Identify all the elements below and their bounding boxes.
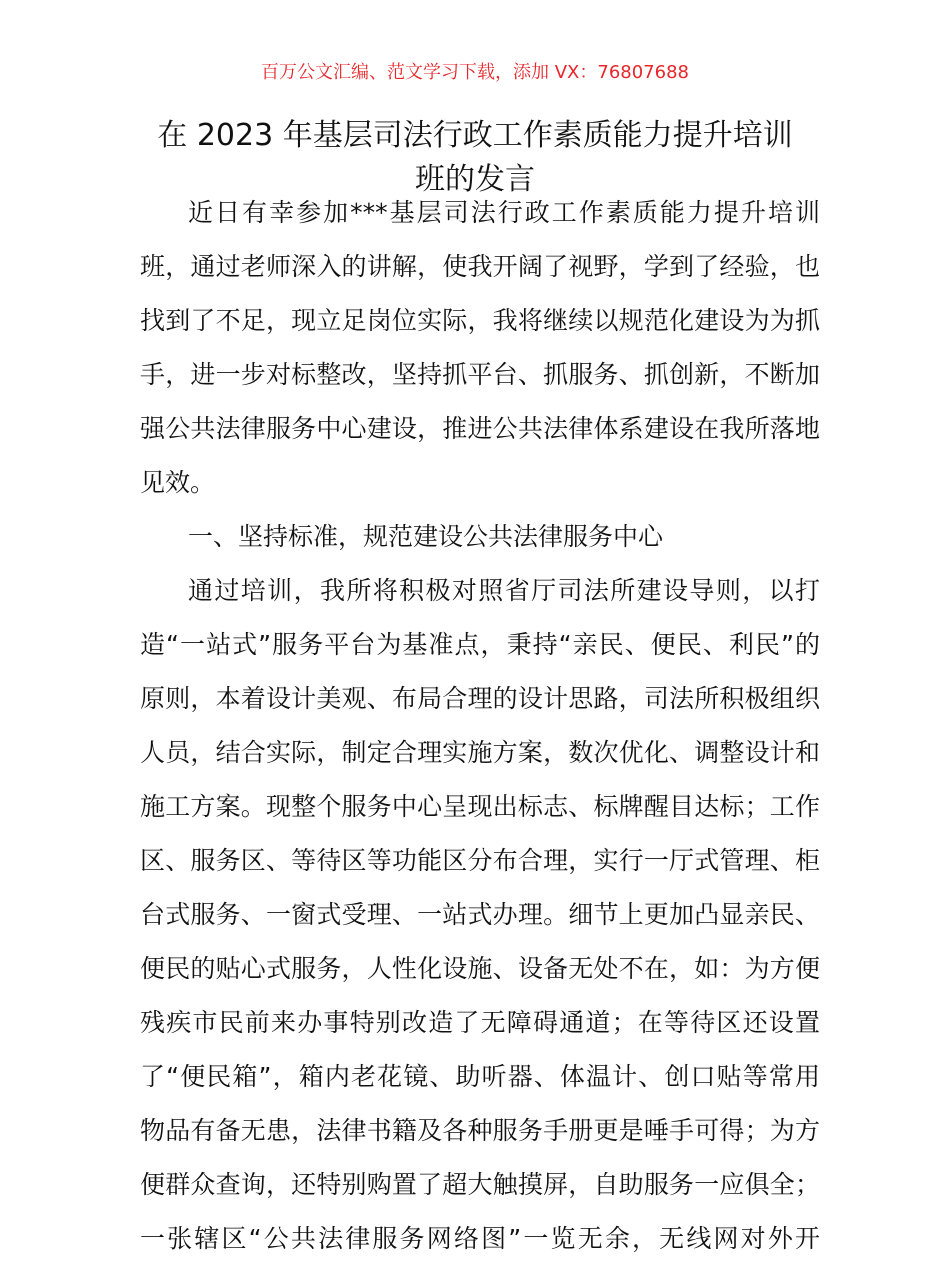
text-line: 人员，结合实际，制定合理实施方案，数次优化、调整设计和 xyxy=(140,738,820,767)
heading-line: 一、坚持标准，规范建设公共法律服务中心 xyxy=(188,522,664,551)
paragraph-section-1 xyxy=(140,564,820,1266)
text-line: 便群众查询，还特别购置了超大触摸屏，自助服务一应俱全； xyxy=(140,1170,820,1199)
text-line: 班，通过老师深入的讲解，使我开阔了视野，学到了经验，也 xyxy=(140,252,820,281)
text-line: 便民的贴心式服务，人性化设施、设备无处不在，如：为方便 xyxy=(140,954,820,983)
text-line: 残疾市民前来办事特别改造了无障碍通道；在等待区还设置 xyxy=(140,1008,820,1037)
text-line: 物品有备无患，法律书籍及各种服务手册更是唾手可得；为方 xyxy=(140,1116,820,1145)
watermark-header: 百万公文汇编、范文学习下载，添加 VX：76807688 xyxy=(261,62,689,83)
text-line: 通过培训，我所将积极对照省厅司法所建设导则，以打 xyxy=(188,576,820,605)
paragraph-intro xyxy=(140,186,820,510)
text-line: 造“一站式”服务平台为基准点，秉持“亲民、便民、利民”的 xyxy=(140,630,820,659)
text-line: 见效。 xyxy=(140,468,216,497)
text-line: 区、服务区、等待区等功能区分布合理，实行一厅式管理、柜 xyxy=(140,846,820,875)
title-line: 在 2023 年基层司法行政工作素质能力提升培训 xyxy=(157,118,793,153)
text-line: 台式服务、一窗式受理、一站式办理。细节上更加凸显亲民、 xyxy=(140,900,820,929)
text-line: 强公共法律服务中心建设，推进公共法律体系建设在我所落地 xyxy=(140,414,820,443)
text-line: 一张辖区“公共法律服务网络图”一览无余，无线网对外开 xyxy=(140,1224,820,1253)
text-line: 原则，本着设计美观、布局合理的设计思路，司法所积极组织 xyxy=(140,684,820,713)
text-line: 找到了不足，现立足岗位实际，我将继续以规范化建设为为抓 xyxy=(140,306,820,335)
text-line: 施工方案。现整个服务中心呈现出标志、标牌醒目达标；工作 xyxy=(140,792,820,821)
title-line: 班的发言 xyxy=(415,162,535,197)
text-line: 手，进一步对标整改，坚持抓平台、抓服务、抓创新，不断加 xyxy=(140,360,820,389)
section-heading xyxy=(140,510,820,564)
text-line: 了“便民箱”，箱内老花镜、助听器、体温计、创口贴等常用 xyxy=(140,1062,820,1091)
document-body xyxy=(140,186,820,1266)
text-line: 近日有幸参加***基层司法行政工作素质能力提升培训 xyxy=(188,198,820,227)
